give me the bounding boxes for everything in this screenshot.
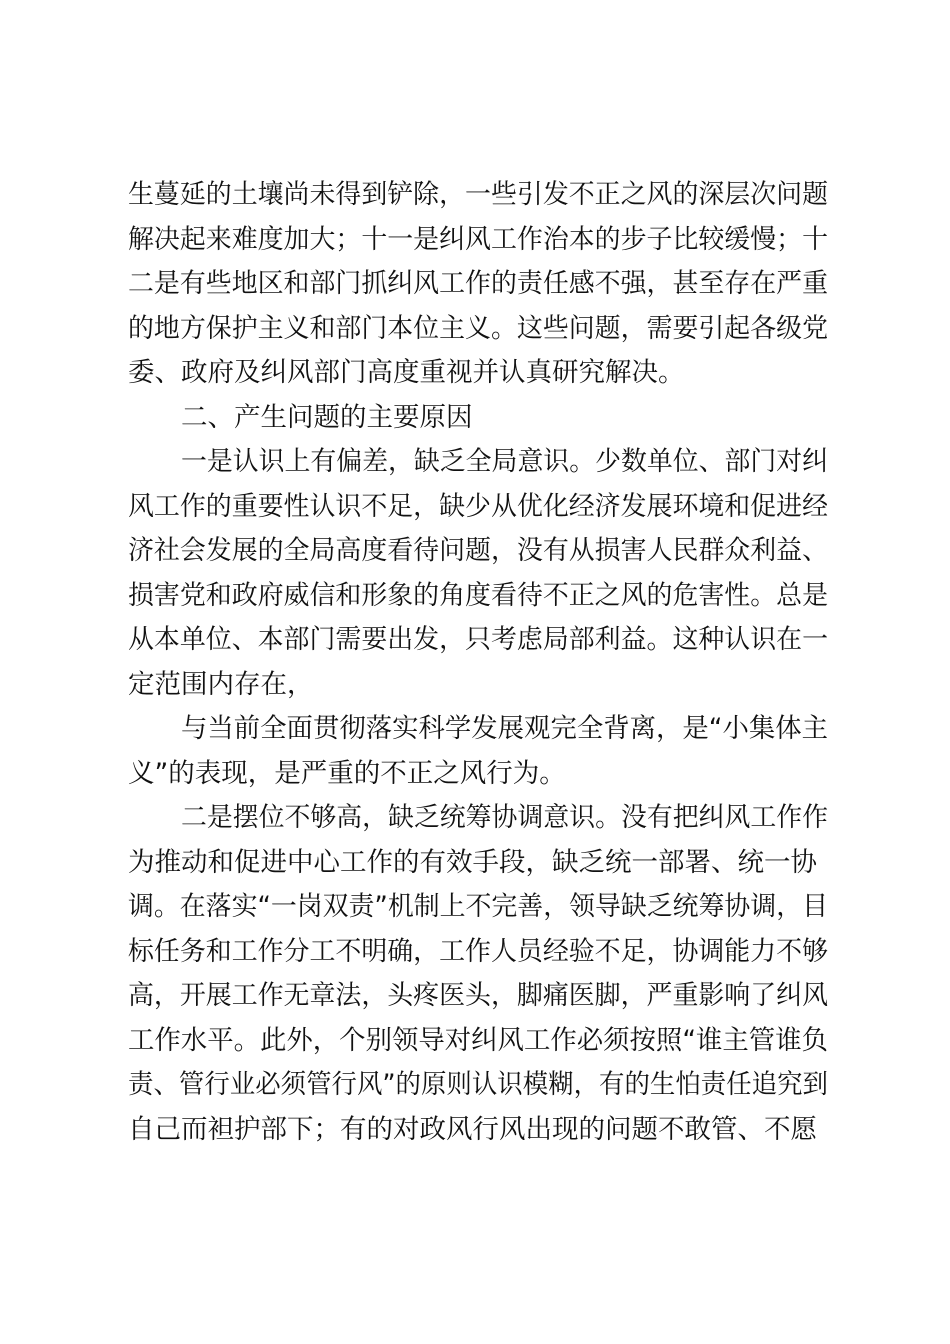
text-line: 损害党和政府威信和形象的角度看待不正之风的危害性。总是 <box>128 579 828 611</box>
text-line: 高，开展工作无章法，头疼医头，脚痛医脚，严重影响了纠风 <box>128 980 828 1011</box>
text-line: 的地方保护主义和部门本位主义。这些问题，需要引起各级党 <box>128 312 828 344</box>
text-line: 与当前全面贯彻落实科学发展观完全背离，是“小集体主 <box>181 713 828 744</box>
text-line: 为推动和促进中心工作的有效手段，缺乏统一部署、统一协 <box>128 846 817 878</box>
text-line: 调。在落实“一岗双责”机制上不完善，领导缺乏统筹协调，目 <box>128 891 828 922</box>
text-line: 济社会发展的全局高度看待问题，没有从损害人民群众利益、 <box>128 535 828 566</box>
text-line: 工作水平。此外，个别领导对纠风工作必须按照“谁主管谁负 <box>128 1024 828 1056</box>
text-line: 义”的表现，是严重的不正之风行为。 <box>128 757 566 789</box>
text-line: 解决起来难度加大；十一是纠风工作治本的步子比较缓慢；十 <box>128 223 828 255</box>
text-line: 二是有些地区和部门抓纠风工作的责任感不强，甚至存在严重 <box>128 268 828 299</box>
text-line: 一是认识上有偏差，缺乏全局意识。少数单位、部门对纠 <box>181 446 828 477</box>
text-line: 风工作的重要性认识不足，缺少从优化经济发展环境和促进经 <box>128 490 828 522</box>
text-line: 二是摆位不够高，缺乏统筹协调意识。没有把纠风工作作 <box>181 802 828 833</box>
text-line: 标任务和工作分工不明确，工作人员经验不足，协调能力不够 <box>128 935 828 967</box>
text-line: 委、政府及纠风部门高度重视并认真研究解决。 <box>128 357 685 388</box>
text-line: 定范围内存在， <box>128 668 314 700</box>
text-line: 责、管行业必须管行风”的原则认识模糊，有的生怕责任追究到 <box>128 1069 828 1100</box>
text-line: 自己而袒护部下；有的对政风行风出现的问题不敢管、不愿 <box>128 1113 817 1145</box>
text-line: 生蔓延的土壤尚未得到铲除，一些引发不正之风的深层次问题 <box>128 179 828 210</box>
document-body <box>128 173 828 1152</box>
text-line: 从本单位、本部门需要出发，只考虑局部利益。这种认识在一 <box>128 624 828 655</box>
text-line: 二、产生问题的主要原因 <box>181 401 473 433</box>
